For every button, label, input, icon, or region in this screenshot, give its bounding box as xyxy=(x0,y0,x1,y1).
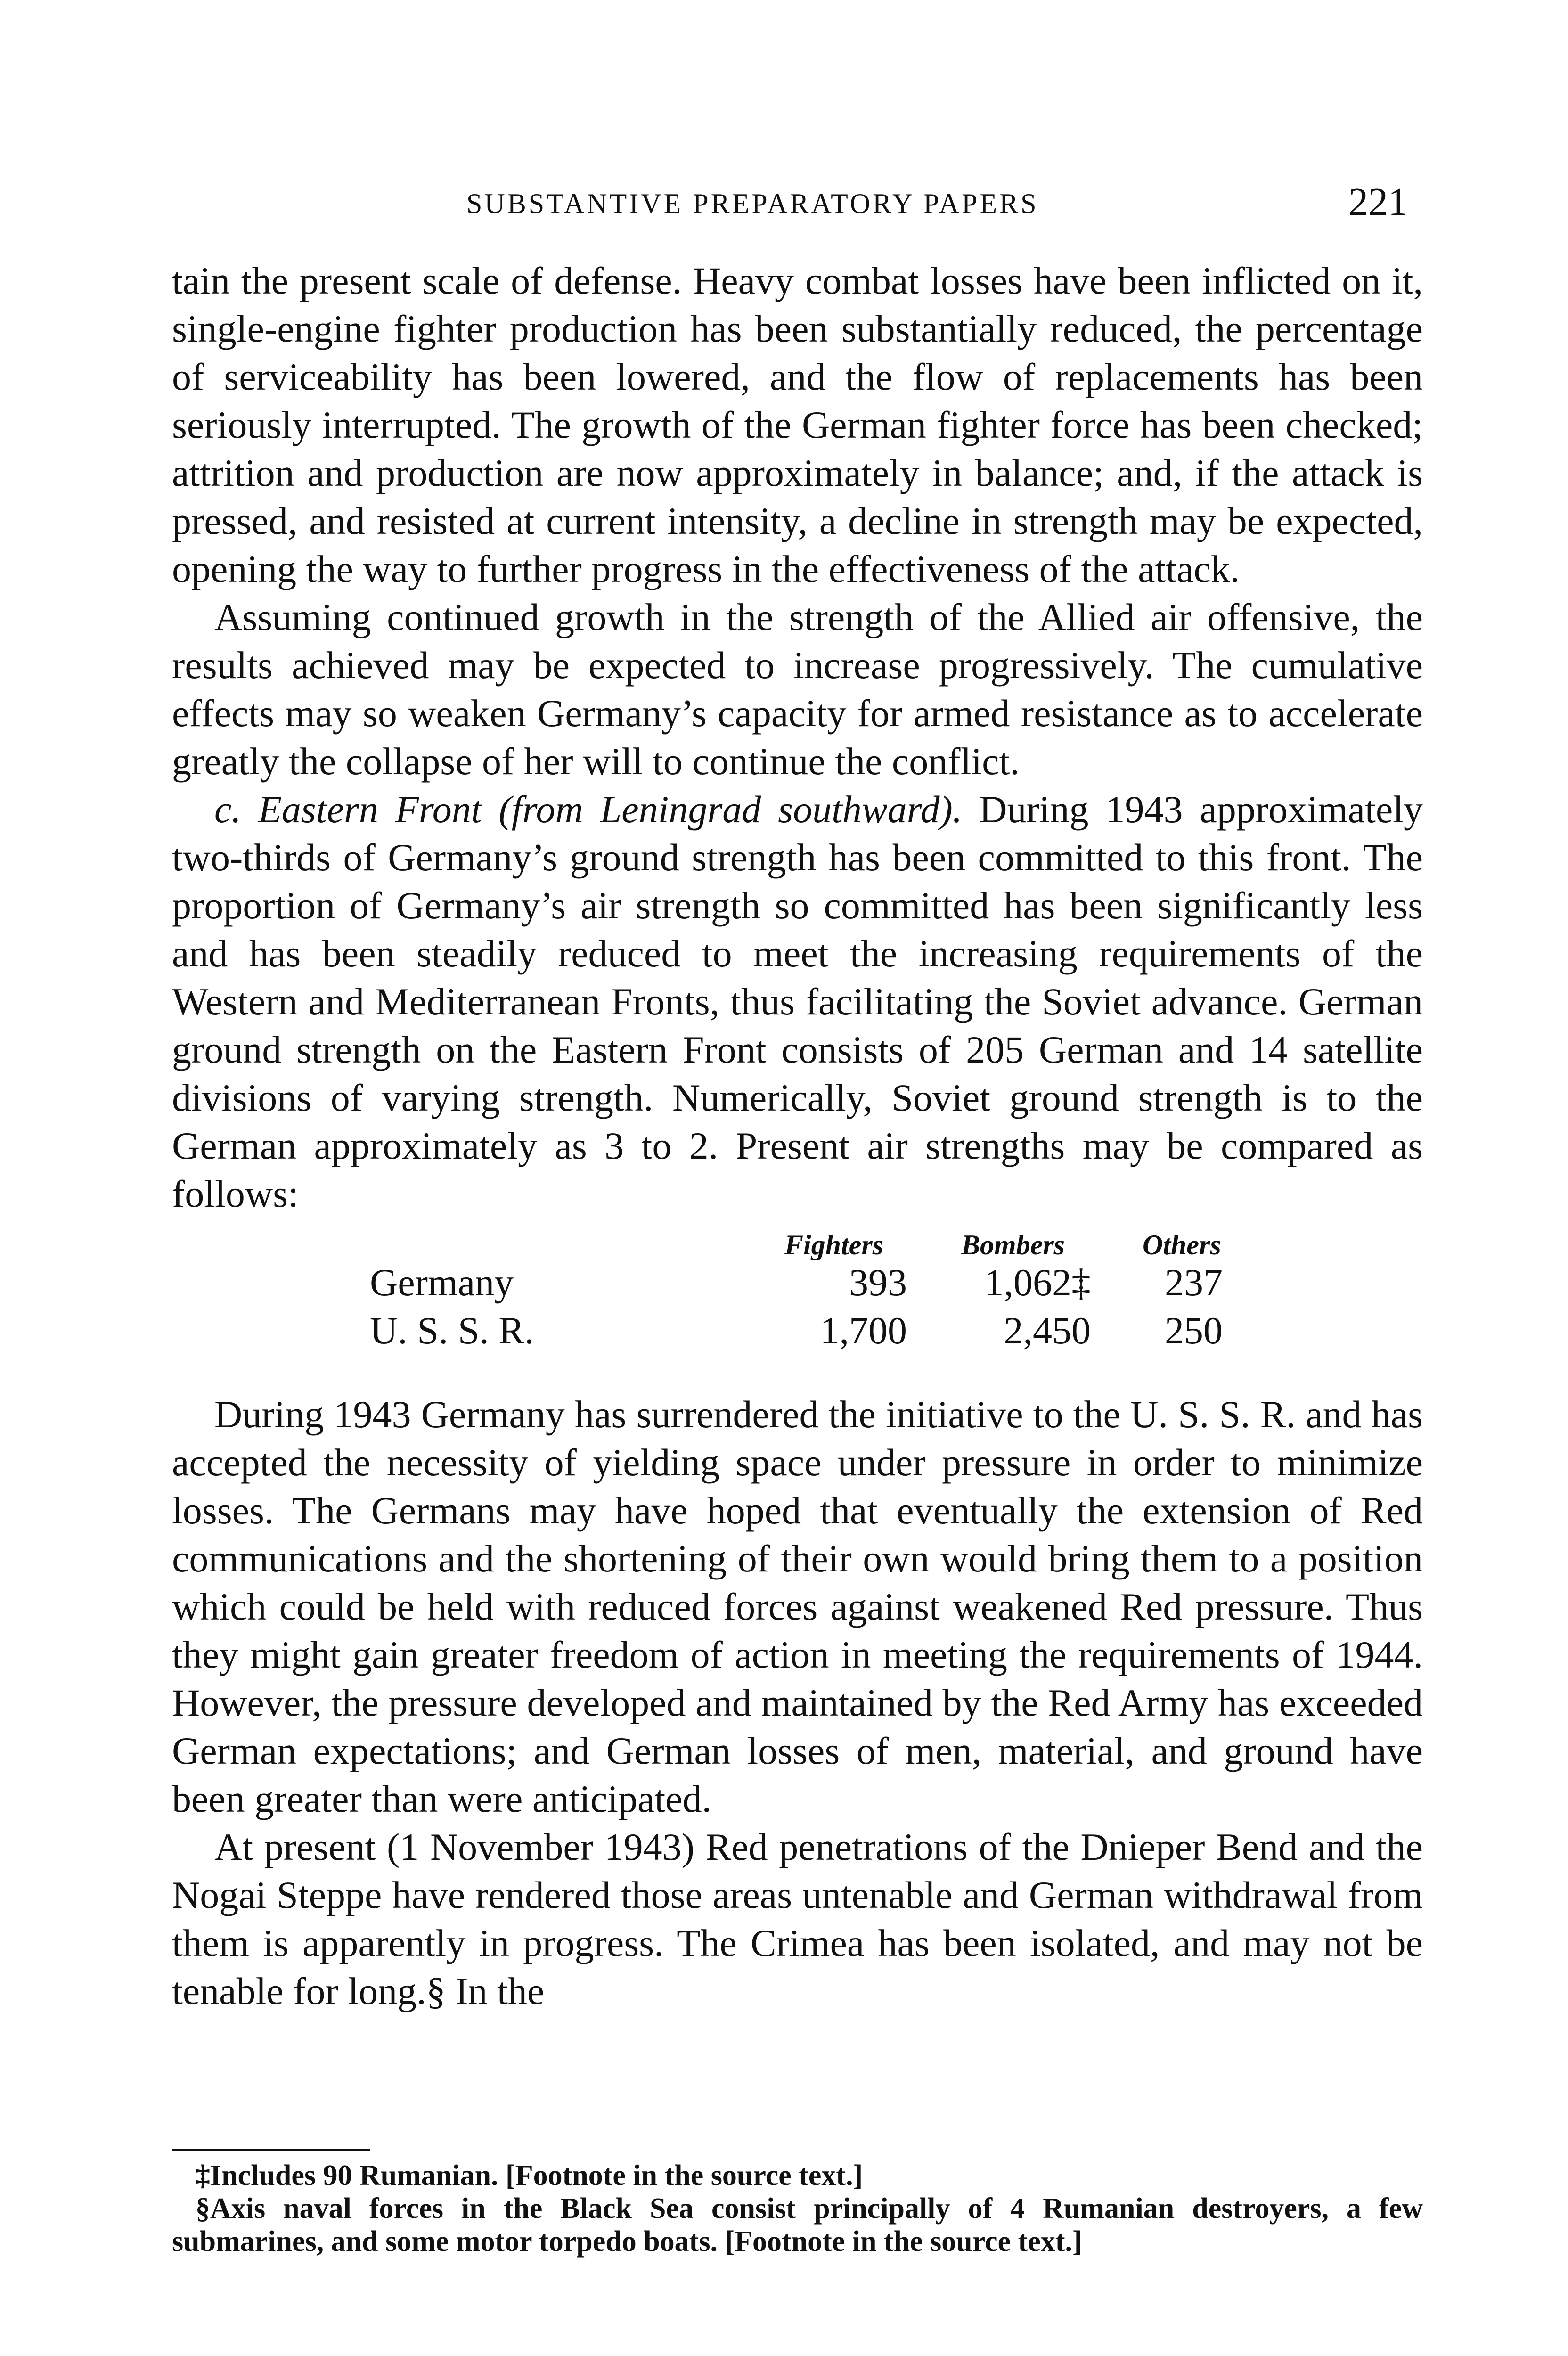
table-row-germany xyxy=(172,1259,1423,1306)
row-country: Germany xyxy=(370,1261,514,1304)
table-row-ussr xyxy=(172,1307,1423,1354)
footnote-divider xyxy=(172,2149,370,2151)
air-strength-table xyxy=(172,1221,1423,1362)
running-title: SUBSTANTIVE PREPARATORY PAPERS xyxy=(466,188,1039,219)
paragraph-dnieper-bend: At present (1 November 1943) Red penetrations of the Dnieper Bend and the Nogai Steppe have rendered those areas untenable and German withdrawal from them is apparently in progress. The Crimea has been isolated, and may not be tenable for long.§ In the xyxy=(172,1825,1423,2012)
paragraph-initiative: During 1943 Germany has surrendered the initiative to the U. S. S. R. and has accepted the necessity of yielding space under pressure in order to minimize losses. The Germans may have hoped that eventually the extension of Red communications and the shortening of their own would bring them to a position which could be held with reduced forces against weakened Red pressure. Thus they might gain greater freedom of action in meeting the requirements of 1944. However, the pressure developed and maintained by the Red Army has exceeded German expectations; and German losses of men, material, and ground have been greater than were anticipated. xyxy=(172,1393,1423,1820)
paragraph-continuation: tain the present scale of defense. Heavy combat losses have been inflicted on it, single-engine fighter production has been substantially reduced, the percentage of serviceability has been lowered, and the flow of replacements has been seriously interrupted. The growth of the German fighter force has been checked; attrition and production are now approximately in balance; and, if the attack is pressed, and resisted at current intensity, a decline in strength may be expected, opening the way to further progress in the effectiveness of the attack. xyxy=(172,259,1423,590)
column-header-fighters: Fighters xyxy=(784,1229,884,1260)
column-header-bombers: Bombers xyxy=(961,1229,1065,1260)
column-header-others: Others xyxy=(1143,1229,1221,1260)
running-head xyxy=(0,179,1568,226)
cell-others: 250 xyxy=(1165,1309,1223,1352)
footnote-section-mark: §Axis naval forces in the Black Sea consist principally of 4 Rumanian destroyers, a few submarines, and some motor torpedo boats. [Footnote in the source text.] xyxy=(172,2192,1423,2258)
section-c-heading: c. Eastern Front (from Leningrad southward). xyxy=(214,788,963,831)
cell-bombers: 2,450 xyxy=(1004,1309,1091,1352)
paragraph-allied-offensive: Assuming continued growth in the strength of the Allied air offensive, the results achieved may be expected to increase progressively. The cumulative effects may so weaken Germany’s capacity for armed resistance as to accelerate greatly the collapse of her will to continue the conflict. xyxy=(172,596,1423,783)
cell-bombers: 1,062‡ xyxy=(984,1261,1091,1304)
row-country: U. S. S. R. xyxy=(370,1309,534,1352)
cell-others: 237 xyxy=(1165,1261,1223,1304)
page-number: 221 xyxy=(1348,180,1408,224)
cell-fighters: 393 xyxy=(849,1261,907,1304)
section-c-text: During 1943 approximately two-thirds of Germany’s ground strength has been committed to this front. The proportion of Germany’s air strength so committed has been significantly less and has been steadily reduced to meet the increasing requirements of the Western and Mediterranean Fronts, thus facilitating the Soviet advance. German ground strength on the Eastern Front consists of 205 German and 14 satellite divisions of varying strength. Numerically, Soviet ground strength is to the German approximately as 3 to 2. Present air strengths may be compared as follows: xyxy=(172,788,1423,1215)
paragraph-eastern-front xyxy=(172,785,1423,1218)
cell-fighters: 1,700 xyxy=(820,1309,907,1352)
body-text xyxy=(172,257,1423,2015)
footnote-double-dagger: ‡Includes 90 Rumanian. [Footnote in the source text.] xyxy=(196,2160,863,2192)
footnotes xyxy=(172,2159,1423,2258)
